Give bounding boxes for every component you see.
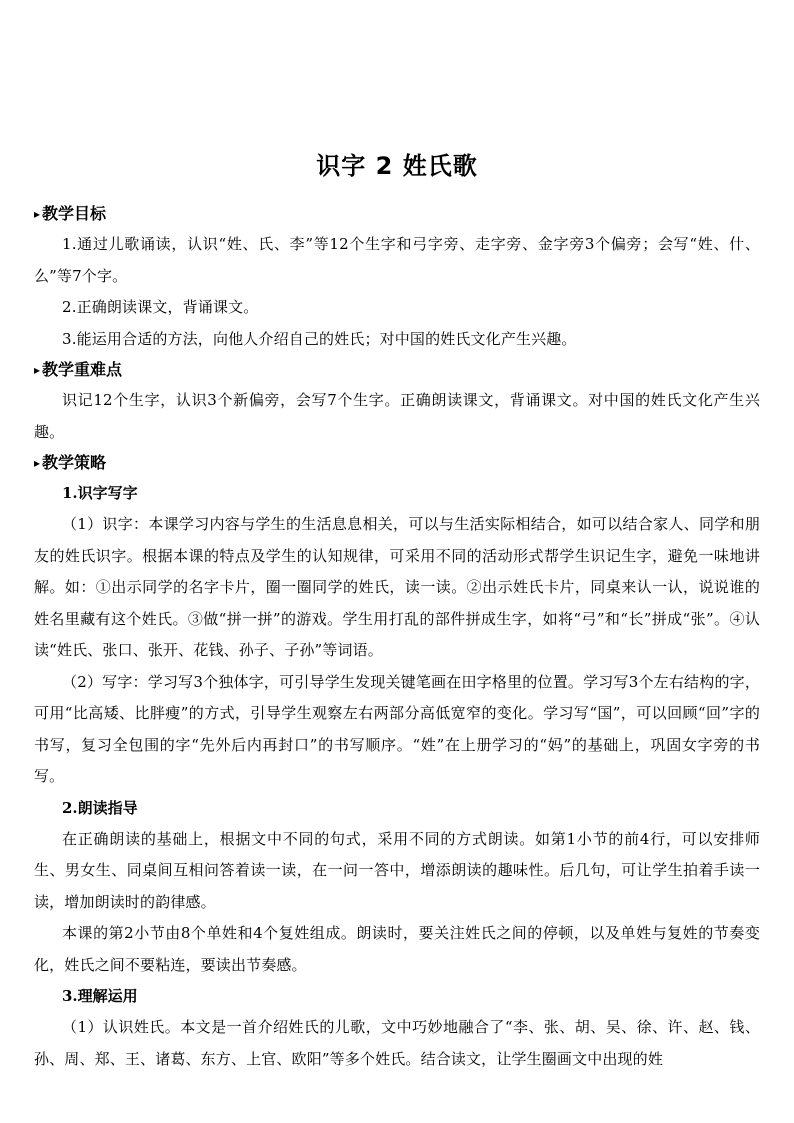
section-heading-key-points	[34, 355, 760, 385]
triangle-bullet-icon: ▸	[34, 363, 41, 377]
paragraph: 2.正确朗读课文，背诵课文。	[62, 298, 259, 316]
section-heading-strategies	[34, 448, 760, 478]
paragraph: （2）写字：学习写3个独体字，可引导学生发现关键笔画在田字格里的位置。学习写3个左右结构的字，可用“比高矮、比胖瘦”的方式，引导学生观察左右两部分高低宽窄的变化。学习写“国”，可以回顾“回”字的书写，复习全包围的字“先外后内再封口”的书写顺序。“姓”在上册学习的“妈”的基础上，巩固女字旁的书写。	[34, 672, 760, 785]
paragraph: （1）识字：本课学习内容与学生的生活息息相关，可以与生活实际相结合，如可以结合家人、同学和朋友的姓氏识字。根据本课的特点及学生的认知规律，可采用不同的活动形式帮学生识记生字，避免一味地讲解。如：①出示同学的名字卡片，圈一圈同学的姓氏，读一读。②出示姓氏卡片，同桌来认一认，说说谁的姓名里藏有这个姓氏。③做“拼一拼”的游戏。学生用打乱的部件拼成生字，如将“弓”和“长”拼成“张”。④认读“姓氏、张口、张开、花钱、孙子、子孙”等词语。	[34, 515, 760, 659]
section-heading-label: 教学目标	[42, 204, 107, 223]
page-title: 识字 2 姓氏歌	[316, 152, 478, 180]
paragraph: 本课的第2小节由8个单姓和4个复姓组成。朗读时，要关注姓氏之间的停顿，以及单姓与复姓的节奏变化，姓氏之间不要粘连，要读出节奏感。	[34, 924, 760, 974]
section-heading-objectives	[34, 199, 760, 229]
triangle-bullet-icon: ▸	[34, 207, 41, 221]
paragraph: 识记12个生字，认识3个新偏旁，会写7个生字。正确朗读课文，背诵课文。对中国的姓氏文化产生兴趣。	[34, 391, 760, 441]
subsection-heading-literacy: 1.识字写字	[62, 484, 138, 502]
document-body	[34, 199, 760, 1075]
subsection-heading-application: 3.理解运用	[62, 987, 138, 1005]
paragraph: 在正确朗读的基础上，根据文中不同的句式，采用不同的方式朗读。如第1小节的前4行，可以安排师生、男女生、同桌间互相问答着读一读，在一问一答中，增添朗读的趣味性。后几句，可让学生拍着手读一读，增加朗读时的韵律感。	[34, 829, 760, 911]
paragraph: 1.通过儿歌诵读，认识“姓、氏、李”等12个生字和弓字旁、走字旁、金字旁3个偏旁；会写“姓、什、么”等7个字。	[34, 235, 760, 285]
section-heading-label: 教学策略	[42, 453, 107, 472]
triangle-bullet-icon: ▸	[34, 456, 41, 470]
subsection-heading-reading: 2.朗读指导	[62, 798, 138, 817]
paragraph: （1）认识姓氏。本文是一首介绍姓氏的儿歌，文中巧妙地融合了“李、张、胡、吴、徐、许、赵、钱、孙、周、郑、王、诸葛、东方、上官、欧阳”等多个姓氏。结合读文，让学生圈画文中出现的姓	[34, 1018, 760, 1068]
paragraph: 3.能运用合适的方法，向他人介绍自己的姓氏；对中国的姓氏文化产生兴趣。	[62, 329, 577, 348]
section-heading-label: 教学重难点	[42, 360, 123, 379]
